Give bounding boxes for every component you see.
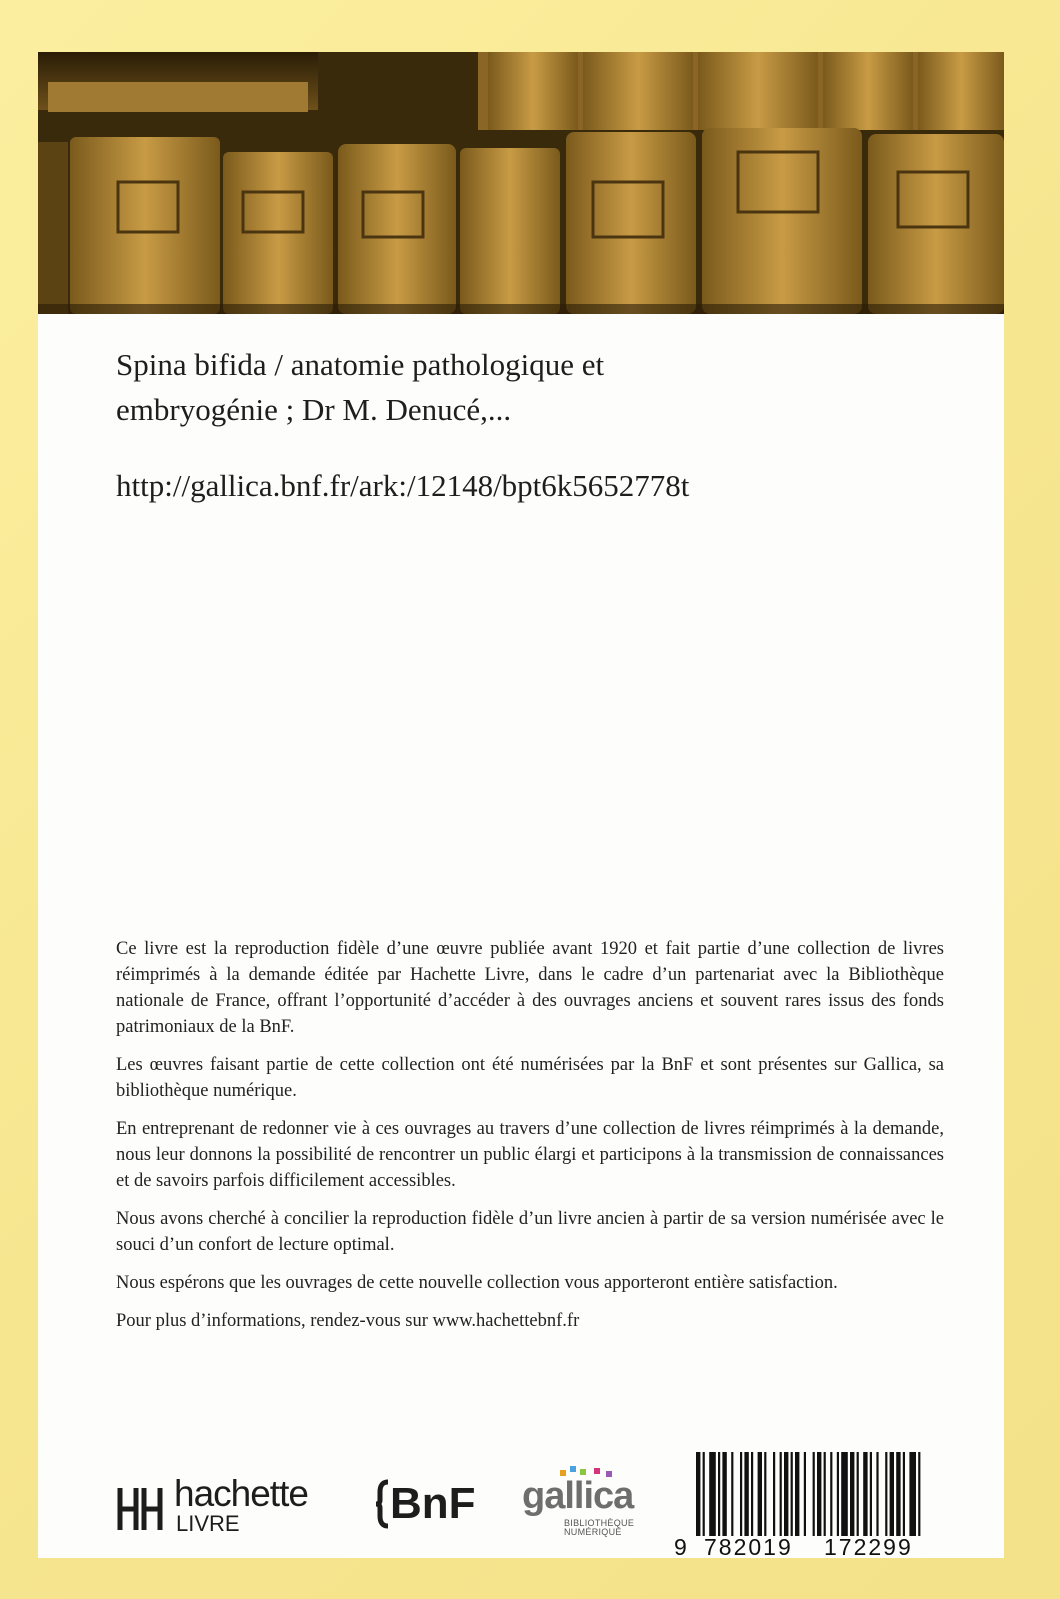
hachette-livre-logo: [116, 1474, 336, 1544]
cover-panel: [38, 52, 1004, 1558]
paragraph-3: En entreprenant de redonner vie à ces ouvrages au travers d’une collection de livres réimprimés à la demande, nous leur donnons la possibilité de rencontrer un public élargi et participons à la transmission de connaissances et de savoirs parfois difficilement accessibles.: [116, 1119, 944, 1191]
paragraph-2: Les œuvres faisant partie de cette collection ont été numérisées par la BnF et sont présentes sur Gallica, sa bibliothèque numérique.: [116, 1055, 944, 1101]
book-spines-illustration: [38, 52, 1004, 314]
hachette-sub: LIVRE: [176, 1511, 240, 1536]
hachette-mark-icon: [116, 1484, 164, 1534]
barcode-digits-right: 172299: [824, 1534, 913, 1560]
book-title-line-1: Spina bifida / anatomie pathologique et: [116, 347, 605, 382]
paragraph-6: Pour plus d’informations, rendez-vous sur www.hachettebnf.fr: [116, 1311, 580, 1331]
book-title-line-2: embryogénie ; Dr M. Denucé,...: [116, 392, 512, 427]
gallica-logo: [522, 1464, 652, 1544]
isbn-barcode: [674, 1452, 944, 1562]
gallica-url: http://gallica.bnf.fr/ark:/12148/bpt6k5652778t: [116, 468, 690, 503]
paragraph-5: Nous espérons que les ouvrages de cette nouvelle collection vous apporteront entière satisfaction.: [116, 1273, 838, 1293]
gallica-name: gallica: [522, 1475, 634, 1517]
barcode-digits-left: 782019: [704, 1534, 793, 1560]
paragraph-4: Nous avons cherché à concilier la reproduction fidèle d’un livre ancien à partir de sa version numérisée avec le souci d’un confort de lecture optimal.: [116, 1209, 944, 1255]
book-spines-banner-image: [38, 52, 1004, 314]
gallica-sub-1: BIBLIOTHÈQUE: [564, 1518, 635, 1528]
book-title: [116, 342, 936, 432]
bnf-bracket-icon: [374, 1476, 390, 1532]
barcode-bars-icon: [674, 1452, 944, 1536]
publisher-logos: [116, 1452, 936, 1562]
paragraph-1: Ce livre est la reproduction fidèle d’une œuvre publiée avant 1920 et fait partie d’une collection de livres réimprimés à la demande éditée par Hachette Livre, dans le cadre d’un partenariat avec la Bibliothèque nationale de France, offrant l’opportunité d’accéder à des ouvrages anciens et souvent rares issus des fonds patrimoniaux de la BnF.: [116, 939, 944, 1037]
gallica-sub-2: NUMÉRIQUE: [564, 1527, 622, 1537]
hachette-name: hachette: [174, 1473, 308, 1514]
description-text: [116, 936, 944, 1346]
barcode-digit-first: 9: [674, 1534, 689, 1560]
bnf-text: BnF: [390, 1479, 476, 1528]
